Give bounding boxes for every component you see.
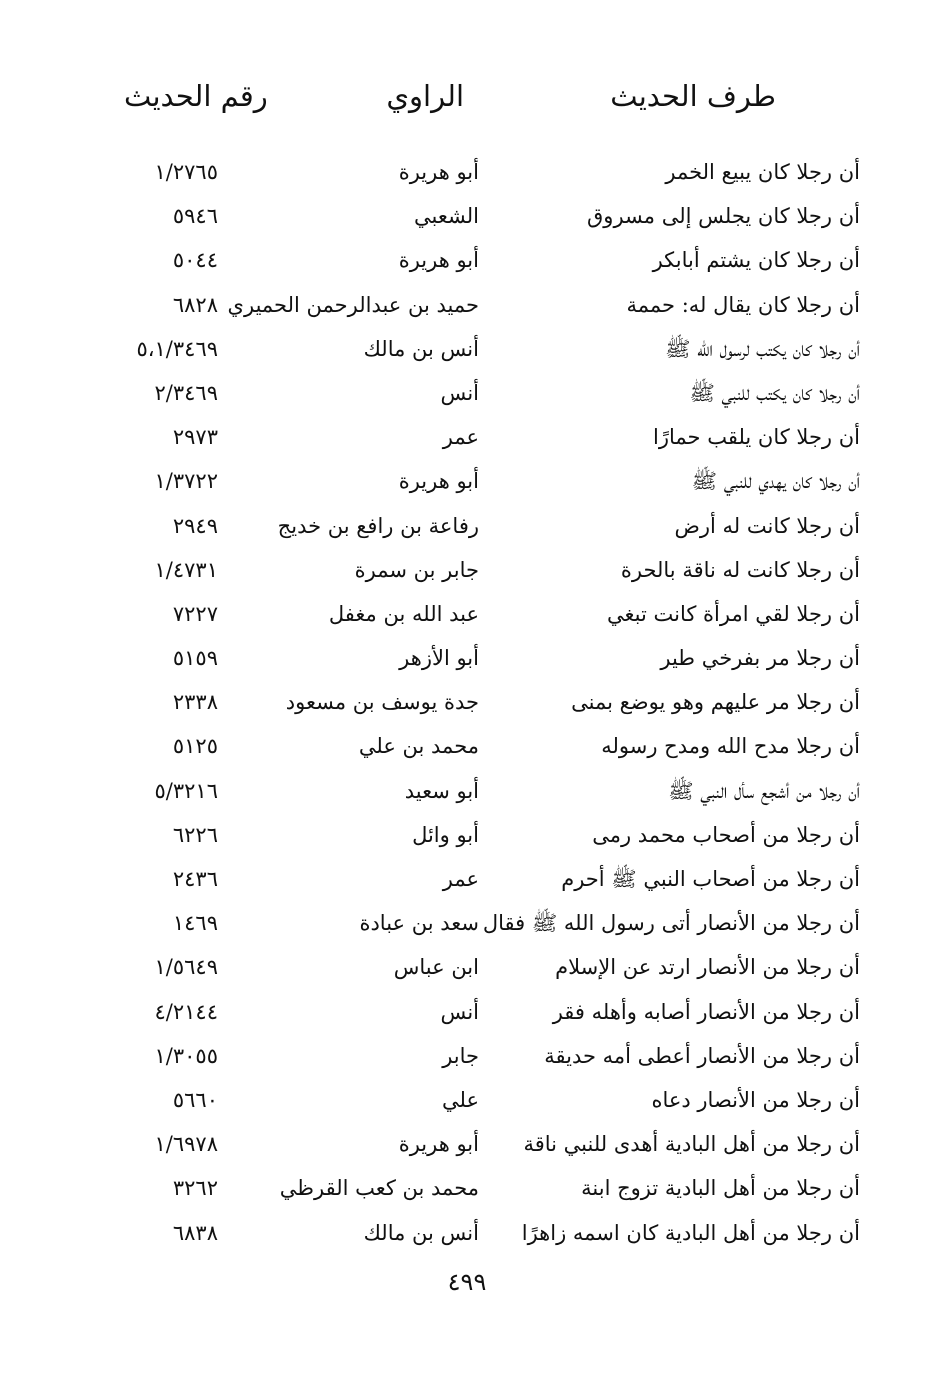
number-cell	[113, 240, 218, 280]
hadith-cell: أن رجلا من الأنصار أعطى أمه حديقة	[544, 1043, 860, 1068]
rawi-cell: عبد الله بن مغفل	[328, 601, 479, 626]
rawi-cell: أبو وائل	[412, 822, 479, 847]
number-cell	[113, 815, 218, 855]
hadith-cell: أن رجلا من الأنصار أصابه وأهله فقر	[552, 999, 860, 1024]
hadith-cell: أن رجلا كان يجلس إلى مسروق	[587, 204, 860, 229]
number-value: ٥١٥٩	[172, 646, 218, 671]
header-number: رقم الحديث	[124, 79, 268, 113]
number-cell	[113, 550, 218, 590]
number-value: ٢٤٣٦	[172, 867, 218, 891]
number-cell	[113, 373, 218, 413]
number-value: ٥٦٦٠	[172, 1087, 218, 1112]
number-cell	[113, 196, 218, 236]
number-value: ١٤٦٩	[172, 911, 218, 936]
rawi-cell: أنس	[440, 999, 479, 1024]
number-value: ٥٠٤٤	[172, 248, 218, 273]
rawi-cell: أنس	[440, 380, 479, 405]
table-row	[0, 815, 934, 859]
number-value: ٢/٣٤٦٩	[154, 380, 218, 405]
hadith-cell: أن رجلا من الأنصار دعاه	[651, 1087, 860, 1112]
number-value: ٤/٢١٤٤	[154, 999, 218, 1024]
table-row	[0, 506, 934, 550]
hadith-cell: أن رجلا من أشجع سأل النبي ﷺ	[668, 778, 860, 803]
number-cell	[113, 726, 218, 766]
table-row	[0, 992, 934, 1036]
number-value: ٥١٢٥	[172, 734, 218, 759]
number-cell	[113, 1124, 218, 1164]
rawi-cell: محمد بن كعب القرظي	[279, 1176, 479, 1201]
number-cell	[113, 506, 218, 546]
hadith-cell: أن رجلا من أصحاب النبي ﷺ أحرم	[561, 867, 860, 891]
table-row	[0, 417, 934, 461]
hadith-cell: أن رجلا كانت له أرض	[674, 513, 860, 538]
table-row	[0, 1080, 934, 1124]
rawi-cell: ابن عباس	[393, 955, 479, 980]
number-cell	[113, 682, 218, 722]
table-row	[0, 285, 934, 329]
hadith-cell: أن رجلا من أصحاب محمد رمى	[592, 822, 860, 847]
hadith-cell: أن رجلا كان يكتب للنبي ﷺ	[689, 380, 860, 405]
rawi-cell: عمر	[442, 425, 479, 450]
rawi-cell: أبو هريرة	[398, 160, 479, 184]
rawi-cell: سعد بن عبادة	[359, 911, 479, 936]
number-cell	[113, 1036, 218, 1076]
table-row	[0, 329, 934, 373]
number-value: ٢٩٧٣	[172, 425, 218, 450]
number-value: ٥٩٤٦	[172, 204, 218, 229]
number-value: ١/٣٧٢٢	[154, 469, 218, 494]
table-row	[0, 682, 934, 726]
number-cell	[113, 329, 218, 369]
rawi-cell: أنس بن مالك	[363, 336, 479, 361]
number-cell	[113, 417, 218, 457]
rawi-cell: جابر بن سمرة	[354, 557, 479, 582]
number-cell	[113, 859, 218, 899]
table-row	[0, 594, 934, 638]
hadith-cell: أن رجلا من الأنصار أتى رسول الله ﷺ فقال	[482, 911, 860, 936]
rawi-cell: رفاعة بن رافع بن خديج	[277, 513, 479, 538]
number-cell	[113, 992, 218, 1032]
page-number: ٤٩٩	[447, 1268, 487, 1296]
table-row	[0, 947, 934, 991]
table-row	[0, 196, 934, 240]
number-cell	[113, 1168, 218, 1208]
number-cell	[113, 947, 218, 987]
hadith-cell: أن رجلا من أهل البادية أهدى للنبي ناقة	[523, 1132, 860, 1157]
table-row	[0, 1036, 934, 1080]
hadith-cell: أن رجلا من أهل البادية كان اسمه زاهرًا	[521, 1220, 860, 1245]
number-cell	[113, 1080, 218, 1120]
number-value: ٦٨٢٨	[172, 292, 218, 317]
rawi-cell: أبو الأزهر	[399, 646, 479, 671]
rawi-cell: جدة يوسف بن مسعود	[285, 690, 479, 715]
header-hadith: طرف الحديث	[610, 79, 776, 113]
table-row	[0, 771, 934, 815]
hadith-cell: أن رجلا كان يقال له: حممة	[626, 292, 860, 317]
hadith-cell: أن رجلا مر عليهم وهو يوضع بمنى	[571, 690, 860, 715]
number-value: ١/٣٠٥٥	[154, 1043, 218, 1068]
number-value: ١/٢٧٦٥	[154, 160, 218, 184]
table-row	[0, 373, 934, 417]
rawi-cell: الشعبي	[414, 204, 479, 229]
table-row	[0, 726, 934, 770]
number-value: ٣٢٦٢	[172, 1176, 218, 1201]
hadith-cell: أن رجلا كان يبيع الخمر	[665, 160, 860, 184]
table-row	[0, 550, 934, 594]
hadith-cell: أن رجلا كان يكتب لرسول الله ﷺ	[665, 336, 860, 361]
rawi-cell: أبو هريرة	[398, 1132, 479, 1157]
number-cell	[113, 638, 218, 678]
hadith-cell: أن رجلا كان يلقب حمارًا	[653, 425, 860, 450]
hadith-cell: أن رجلا من الأنصار ارتد عن الإسلام	[555, 955, 860, 980]
table-row	[0, 1213, 934, 1257]
number-value: ٥،١/٣٤٦٩	[136, 336, 218, 361]
hadith-cell: أن رجلا من أهل البادية تزوج ابنة	[581, 1176, 860, 1201]
rawi-cell: أنس بن مالك	[363, 1220, 479, 1245]
table-row	[0, 152, 934, 196]
number-value: ٢٩٤٩	[172, 513, 218, 538]
hadith-cell: أن رجلا مدح الله ومدح رسوله	[601, 734, 860, 759]
number-cell	[113, 285, 218, 325]
number-value: ٢٣٣٨	[172, 690, 218, 715]
table-row	[0, 638, 934, 682]
table-row	[0, 240, 934, 284]
hadith-cell: أن رجلا كانت له ناقة بالحرة	[620, 557, 860, 582]
table-row	[0, 461, 934, 505]
rawi-cell: أبو هريرة	[398, 248, 479, 273]
number-cell	[113, 152, 218, 192]
hadith-cell: أن رجلا لقي امرأة كانت تبغي	[607, 601, 860, 626]
rawi-cell: محمد بن علي	[358, 734, 479, 759]
number-cell	[113, 903, 218, 943]
number-value: ١/٦٩٧٨	[154, 1132, 218, 1157]
number-value: ٦٢٢٦	[172, 822, 218, 847]
number-cell	[113, 594, 218, 634]
table-row	[0, 903, 934, 947]
number-value: ١/٤٧٣١	[154, 557, 218, 582]
hadith-cell: أن رجلا كان يهدي للنبي ﷺ	[691, 469, 860, 494]
number-value: ١/٥٦٤٩	[154, 955, 218, 980]
table-header	[0, 74, 934, 124]
table-row	[0, 1124, 934, 1168]
number-cell	[113, 1213, 218, 1253]
header-rawi: الراوي	[386, 79, 464, 113]
hadith-index-table	[0, 152, 934, 1257]
hadith-cell: أن رجلا مر بفرخي طير	[660, 646, 860, 671]
rawi-cell: حميد بن عبدالرحمن الحميري	[227, 292, 479, 317]
table-row	[0, 859, 934, 903]
rawi-cell: أبو سعيد	[404, 778, 479, 803]
rawi-cell: علي	[442, 1087, 479, 1112]
number-value: ٦٨٣٨	[172, 1220, 218, 1245]
rawi-cell: أبو هريرة	[398, 469, 479, 494]
number-value: ٧٢٢٧	[172, 601, 218, 626]
rawi-cell: عمر	[442, 867, 479, 891]
number-value: ٥/٣٢١٦	[154, 778, 218, 803]
hadith-cell: أن رجلا كان يشتم أبابكر	[652, 248, 860, 273]
rawi-cell: جابر	[442, 1043, 479, 1068]
number-cell	[113, 461, 218, 501]
number-cell	[113, 771, 218, 811]
table-row	[0, 1168, 934, 1212]
